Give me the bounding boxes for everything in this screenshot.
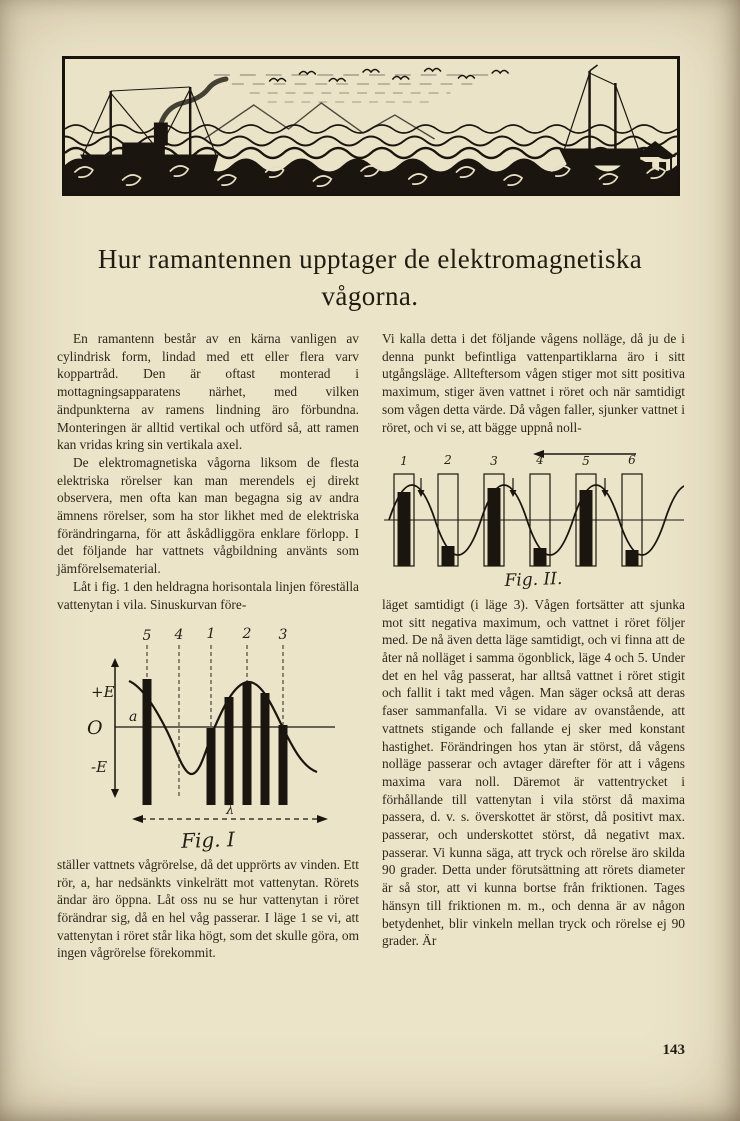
amplitude-axis (111, 658, 119, 798)
fig1-label-2: 2 (242, 626, 252, 643)
header-illustration (62, 56, 680, 196)
fig1-label-5: 5 (142, 628, 152, 645)
figure-1 (57, 625, 359, 854)
mountains (204, 103, 434, 139)
page-number: 143 (662, 1042, 685, 1058)
tube-label-a: a (129, 709, 138, 726)
fig2-label-3: 3 (489, 454, 498, 469)
wavelength-label: λ (226, 803, 235, 819)
fig1-label-3: 3 (278, 627, 288, 644)
right-column (382, 330, 685, 950)
paragraph: Vi kalla detta i det följande vågens nolläge, då ju de i denna punkt befintliga vattenpartiklarna äro i sitt utgångsläge. Allteftersom vågen stiger mot sitt positiva maximum, stiger även vattnet i röret och när samtidigt som vågen detta värde. Då vågen faller, sjunker vattnet i röret, och vi se, att bägge uppnå noll- (382, 331, 685, 435)
sky-hatching (214, 75, 492, 102)
axis-label-minus: -E (91, 758, 108, 777)
figure-2 (382, 448, 685, 590)
fig2-label-2: 2 (443, 453, 452, 468)
paragraph: De elektromagnetiska vågorna liksom de flesta elektriska rörelser kan man merendels ej direkt observera, men ofta kan man begagna sig av andra ämnens rörelser, som ha stor likhet med de elektriska förändringarna, för att åskådliggöra enklare förlopp. I det följande har vattnets vågbildning använts som jämförelsematerial. (57, 454, 359, 577)
fig2-label-6: 6 (627, 453, 636, 468)
figure-1-caption: Fig. I (180, 827, 236, 854)
left-column (57, 330, 359, 962)
article-title (0, 241, 740, 315)
fig2-label-5: 5 (581, 454, 590, 469)
paragraph: ställer vattnets vågrörelse, då det upprörts av vinden. Ett rör, a, har nedsänkts vinkelrätt mot vattenytan. Rörets ändar äro öppna. Låt oss nu se hur vattenytan i röret förändrar sig, då en hel våg passerar. I läge 1 se vi, att vattenytan i röret står lika högt, som det skulle göra, om ingen vågrörelse förekommit. (57, 856, 359, 961)
figure-2-diagram (384, 448, 684, 570)
paragraph: En ramantenn består av en kärna vanligen av cylindrisk form, lindad med ett eller flera varv koppartråd. Den är oftast monterad i mottagningsapparatens närhet, med vilken ändpunkterna av ramens lindning äro förbundna. Monteringen är alltid vertikal och utförd så, att ramen kan vridas kring sin vertikala axel. (57, 331, 359, 453)
fig1-label-4: 4 (174, 627, 184, 644)
axis-label-plus: +E (91, 683, 115, 702)
figure-1-diagram (87, 625, 337, 830)
tube-bars (207, 683, 288, 805)
article-title-line1: Hur ramantennen upptager de elektromagnetiska (97, 244, 643, 274)
sea-scene-illustration (65, 59, 677, 193)
article-title-line2: vågorna. (321, 281, 419, 311)
axis-label-zero: O (87, 717, 103, 740)
paragraph: Låt i fig. 1 den heldragna horisontala linjen föreställa vattenytan i vila. Sinuskurvan före- (57, 578, 359, 612)
paragraph: läget samtidigt (i läge 3). Vågen fortsätter att sjunka mot sitt negativa maximum, och vattnet i röret följer med. De nå även detta läge samtidigt, och vi finna att de åter nå nolläget i samma ögonblick, läge 4 och 5. Under det en hel våg passerat, har alltså vattnet i röret stigit och fallit i takt med vågen. Man säger också att deras faser sammanfalla. Vi se vidare av ovanstående, att vattnets stigande och fallande ej sker med konstant hastighet. Förändringen hos ytan är störst, då vågens nolläge passerar och avtager därefter för att i vågens maxima vara noll. Däremot är vattentrycket i förhållande till vattenytan i vila störst då maxima passera, d. v. s. överskottet är störst, då positivt max. passerar, och underskottet störst, då negativt max. passerar. Vi kunna säga, att tryck och rörelse äro skilda 90 grader. Detta under förutsättning att rörets diameter är så stor, att vi kunna bortse från friktionen. Tages hänsyn till friktionen m. m., och denna är av någon betydenhet, blir vinkeln mellan tryck och rörelse ej 90 grader. Är (382, 596, 685, 949)
fig1-label-1: 1 (206, 626, 216, 643)
sailship-right (560, 65, 643, 165)
smoke (160, 79, 226, 125)
fig2-label-4: 4 (535, 453, 544, 468)
fig2-label-1: 1 (399, 454, 408, 469)
figure-2-caption: Fig. II. (504, 569, 563, 592)
